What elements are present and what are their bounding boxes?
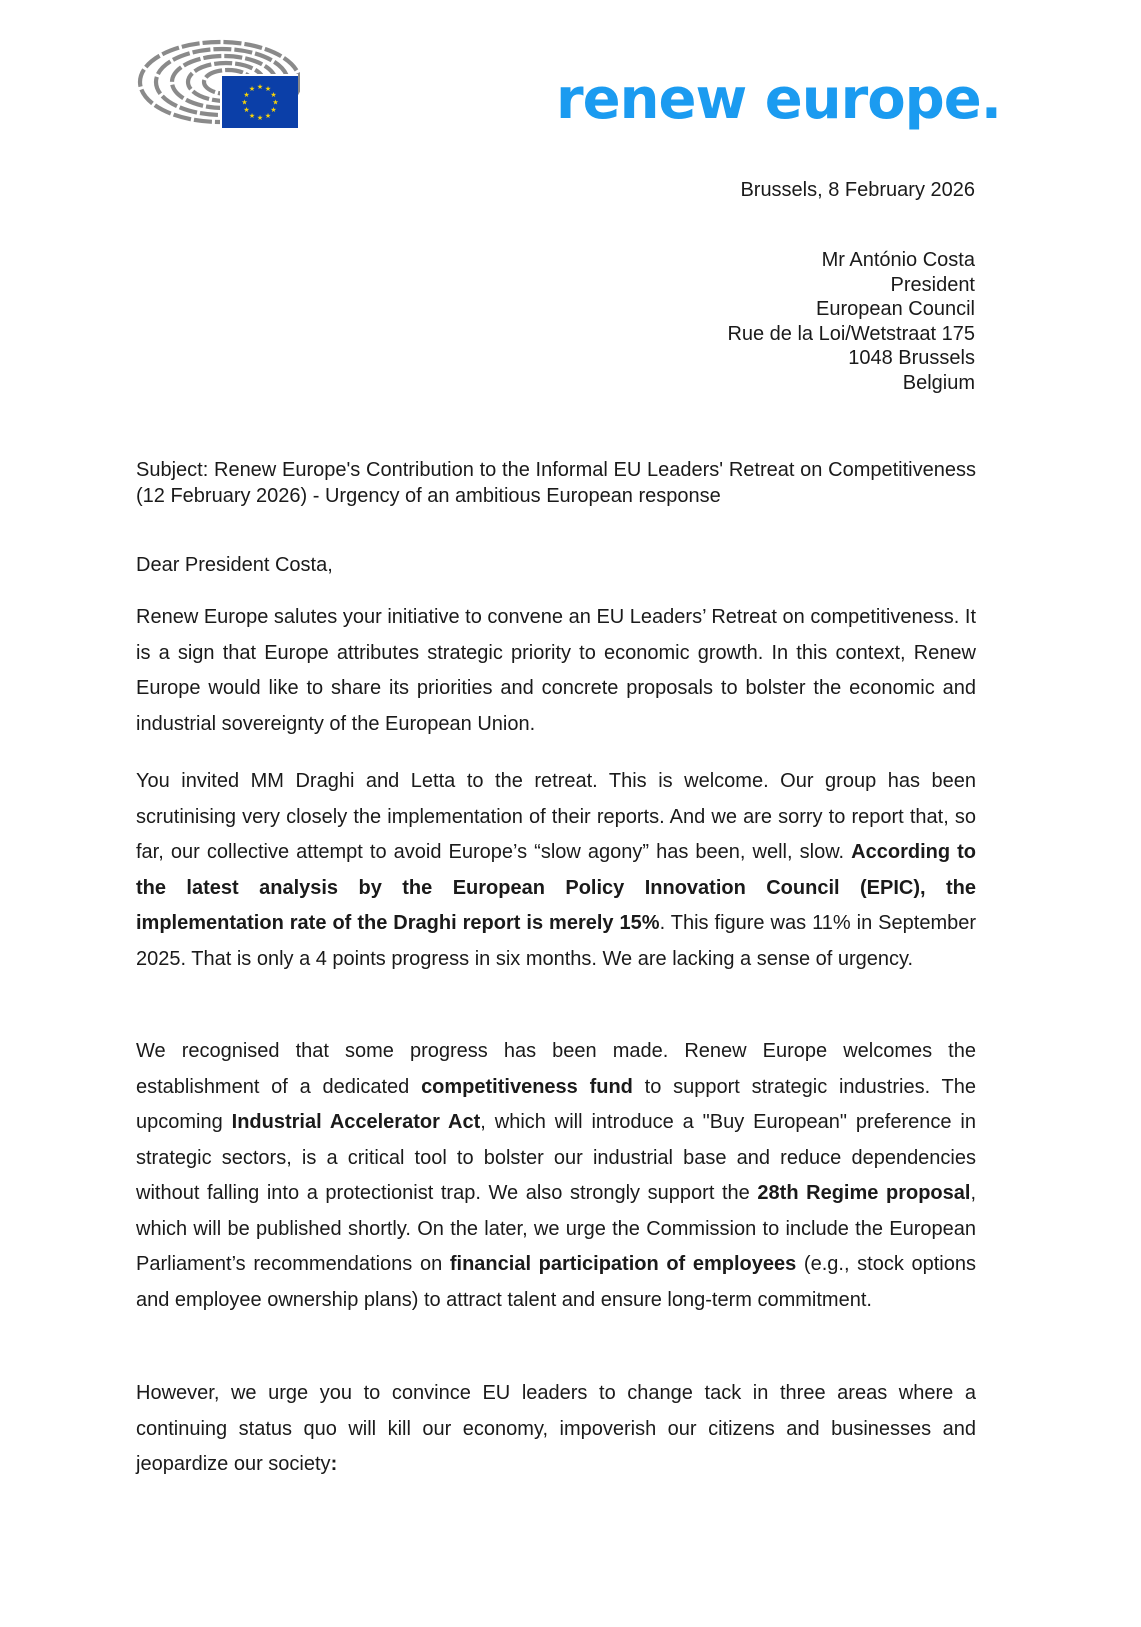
- paragraph-2-text-a: You invited MM Draghi and Letta to the retreat. This is welcome. Our group has been scrutinising very closely the implementation of their reports. And we are sorry to report that, so far, our collective attempt to avoid Europe’s “slow agony” has been, well, slow.: [136, 770, 976, 863]
- svg-text:★: ★: [264, 85, 272, 93]
- svg-text:★: ★: [270, 91, 277, 99]
- recipient-name: Mr António Costa: [821, 249, 975, 271]
- recipient-title: President: [890, 273, 975, 296]
- competitiveness-fund-highlight: competitiveness fund: [421, 1075, 633, 1098]
- paragraph-3-text-c: to support strategic industries. The upcoming: [136, 1075, 977, 1133]
- paragraph-4-colon: :: [330, 1453, 338, 1475]
- paragraph-3: [136, 1034, 976, 1318]
- paragraph-1: [136, 600, 976, 742]
- paragraph-4: [136, 1376, 976, 1483]
- european-parliament-logo-icon: [136, 36, 300, 128]
- recipient-city: 1048 Brussels: [848, 347, 975, 369]
- svg-text:★: ★: [243, 91, 250, 99]
- svg-text:★: ★: [264, 112, 272, 120]
- paragraph-3-text-a: We recognised that some progress has been made. Renew Europe welcomes the establishment of a dedicated: [136, 1040, 976, 1098]
- paragraph-4-text-a: However, we urge you to convince EU leaders to change tack in three areas where a continuing status quo will kill our economy, impoverish our citizens and businesses and jeopardize our society: [136, 1382, 976, 1475]
- letter-date: Brussels, 8 February 2026: [740, 179, 975, 201]
- paragraph-1-text: Renew Europe salutes your initiative to convene an EU Leaders’ Retreat on competitiveness. It is a sign that Europe attributes strategic priority to economic growth. In this context, Renew Europe would like to share its priorities and concrete proposals to bolster the economic and industrial sovereignty of the European Union.: [136, 606, 976, 735]
- paragraph-3-text-g: , which will be published shortly. On the later, we urge the Commission to include the European Parliament’s recommendations on: [136, 1182, 977, 1275]
- salutation: Dear President Costa,: [136, 554, 333, 576]
- svg-text:★: ★: [256, 83, 264, 91]
- recipient-street: Rue de la Loi/Wetstraat 175: [727, 322, 975, 345]
- svg-text:★: ★: [248, 85, 256, 93]
- recipient-address: [727, 248, 975, 395]
- svg-text:★: ★: [270, 106, 277, 114]
- svg-text:★: ★: [272, 98, 279, 107]
- paragraph-3-text-i: (e.g., stock options and employee ownership plans) to attract talent and ensure long-term commitment.: [136, 1253, 976, 1311]
- svg-text:★: ★: [248, 112, 256, 120]
- financial-participation-highlight: financial participation of employees: [449, 1253, 797, 1275]
- recipient-organisation: European Council: [816, 298, 975, 320]
- renew-europe-logo: renew europe.: [556, 67, 1001, 132]
- svg-text:★: ★: [241, 98, 248, 107]
- paragraph-2: [136, 764, 976, 977]
- paragraph-3-text-e: , which will introduce a "Buy European" preference in strategic sectors, is a critical tool to bolster our industrial base and reduce dependencies without falling into a protectionist trap. We also strongly support the: [136, 1111, 976, 1204]
- letter-subject: Subject: Renew Europe's Contribution to the Informal EU Leaders' Retreat on Competitiveness (12 February 2026) - Urgency of an ambitious European response: [136, 459, 976, 507]
- epic-analysis-highlight: According to the latest analysis by the European Policy Innovation Council (EPIC), the implementation rate of the Draghi report is merely 15%: [136, 841, 976, 934]
- svg-text:★: ★: [256, 114, 264, 122]
- recipient-country: Belgium: [902, 371, 975, 394]
- svg-text:★: ★: [243, 106, 250, 114]
- industrial-accelerator-act-highlight: Industrial Accelerator Act: [231, 1111, 481, 1133]
- paragraph-2-text-c: . This figure was 11% in September 2025. That is only a 4 points progress in six months. We are lacking a sense of urgency.: [136, 912, 977, 970]
- 28th-regime-highlight: 28th Regime proposal: [757, 1182, 971, 1204]
